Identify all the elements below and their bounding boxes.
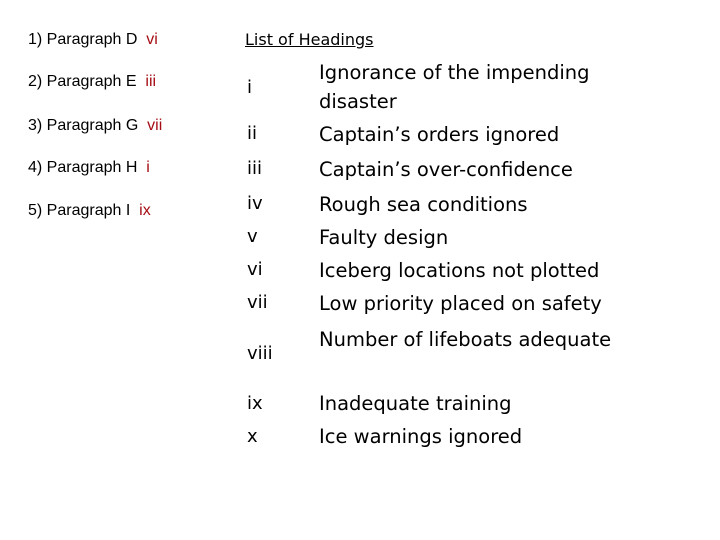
heading-number: x	[247, 426, 258, 447]
heading-number: viii	[247, 343, 273, 364]
answer-value: vi	[146, 31, 158, 48]
answer-label: 2) Paragraph E	[28, 73, 137, 90]
heading-text: Low priority placed on safety	[319, 292, 602, 315]
heading-number: iii	[247, 158, 263, 179]
heading-number: iv	[247, 193, 263, 214]
answer-label: 4) Paragraph H	[28, 159, 138, 176]
answer-label: 3) Paragraph G	[28, 117, 139, 134]
answer-value: i	[146, 159, 150, 176]
answer-value: vii	[147, 117, 163, 134]
answer-label: 1) Paragraph D	[28, 31, 138, 48]
answer-value: iii	[145, 73, 157, 90]
answer-item-1	[28, 30, 158, 50]
answer-value: ix	[139, 202, 151, 219]
heading-number: vi	[247, 259, 263, 280]
heading-number: vii	[247, 292, 268, 313]
heading-text: Iceberg locations not plotted	[319, 259, 600, 282]
heading-text: Rough sea conditions	[319, 193, 528, 216]
answer-item-3	[28, 116, 162, 136]
heading-text: Ice warnings ignored	[319, 425, 523, 448]
heading-text: Number of lifeboats adequate	[319, 328, 612, 351]
heading-text: Faulty design	[319, 226, 449, 249]
heading-text: Ignorance of the impending disaster	[319, 61, 590, 113]
heading-text: Inadequate training	[319, 392, 512, 415]
answer-item-5	[28, 201, 151, 221]
heading-number: i	[247, 77, 253, 98]
answer-label: 5) Paragraph I	[28, 202, 131, 219]
heading-text: Captain’s over-confidence	[319, 158, 573, 181]
heading-number: ix	[247, 393, 263, 414]
list-of-headings-title: List of Headings	[245, 30, 374, 49]
answer-item-4	[28, 158, 150, 178]
heading-number: ii	[247, 123, 258, 144]
heading-text: Captain’s orders ignored	[319, 123, 560, 146]
heading-number: v	[247, 226, 258, 247]
answer-item-2	[28, 72, 156, 92]
